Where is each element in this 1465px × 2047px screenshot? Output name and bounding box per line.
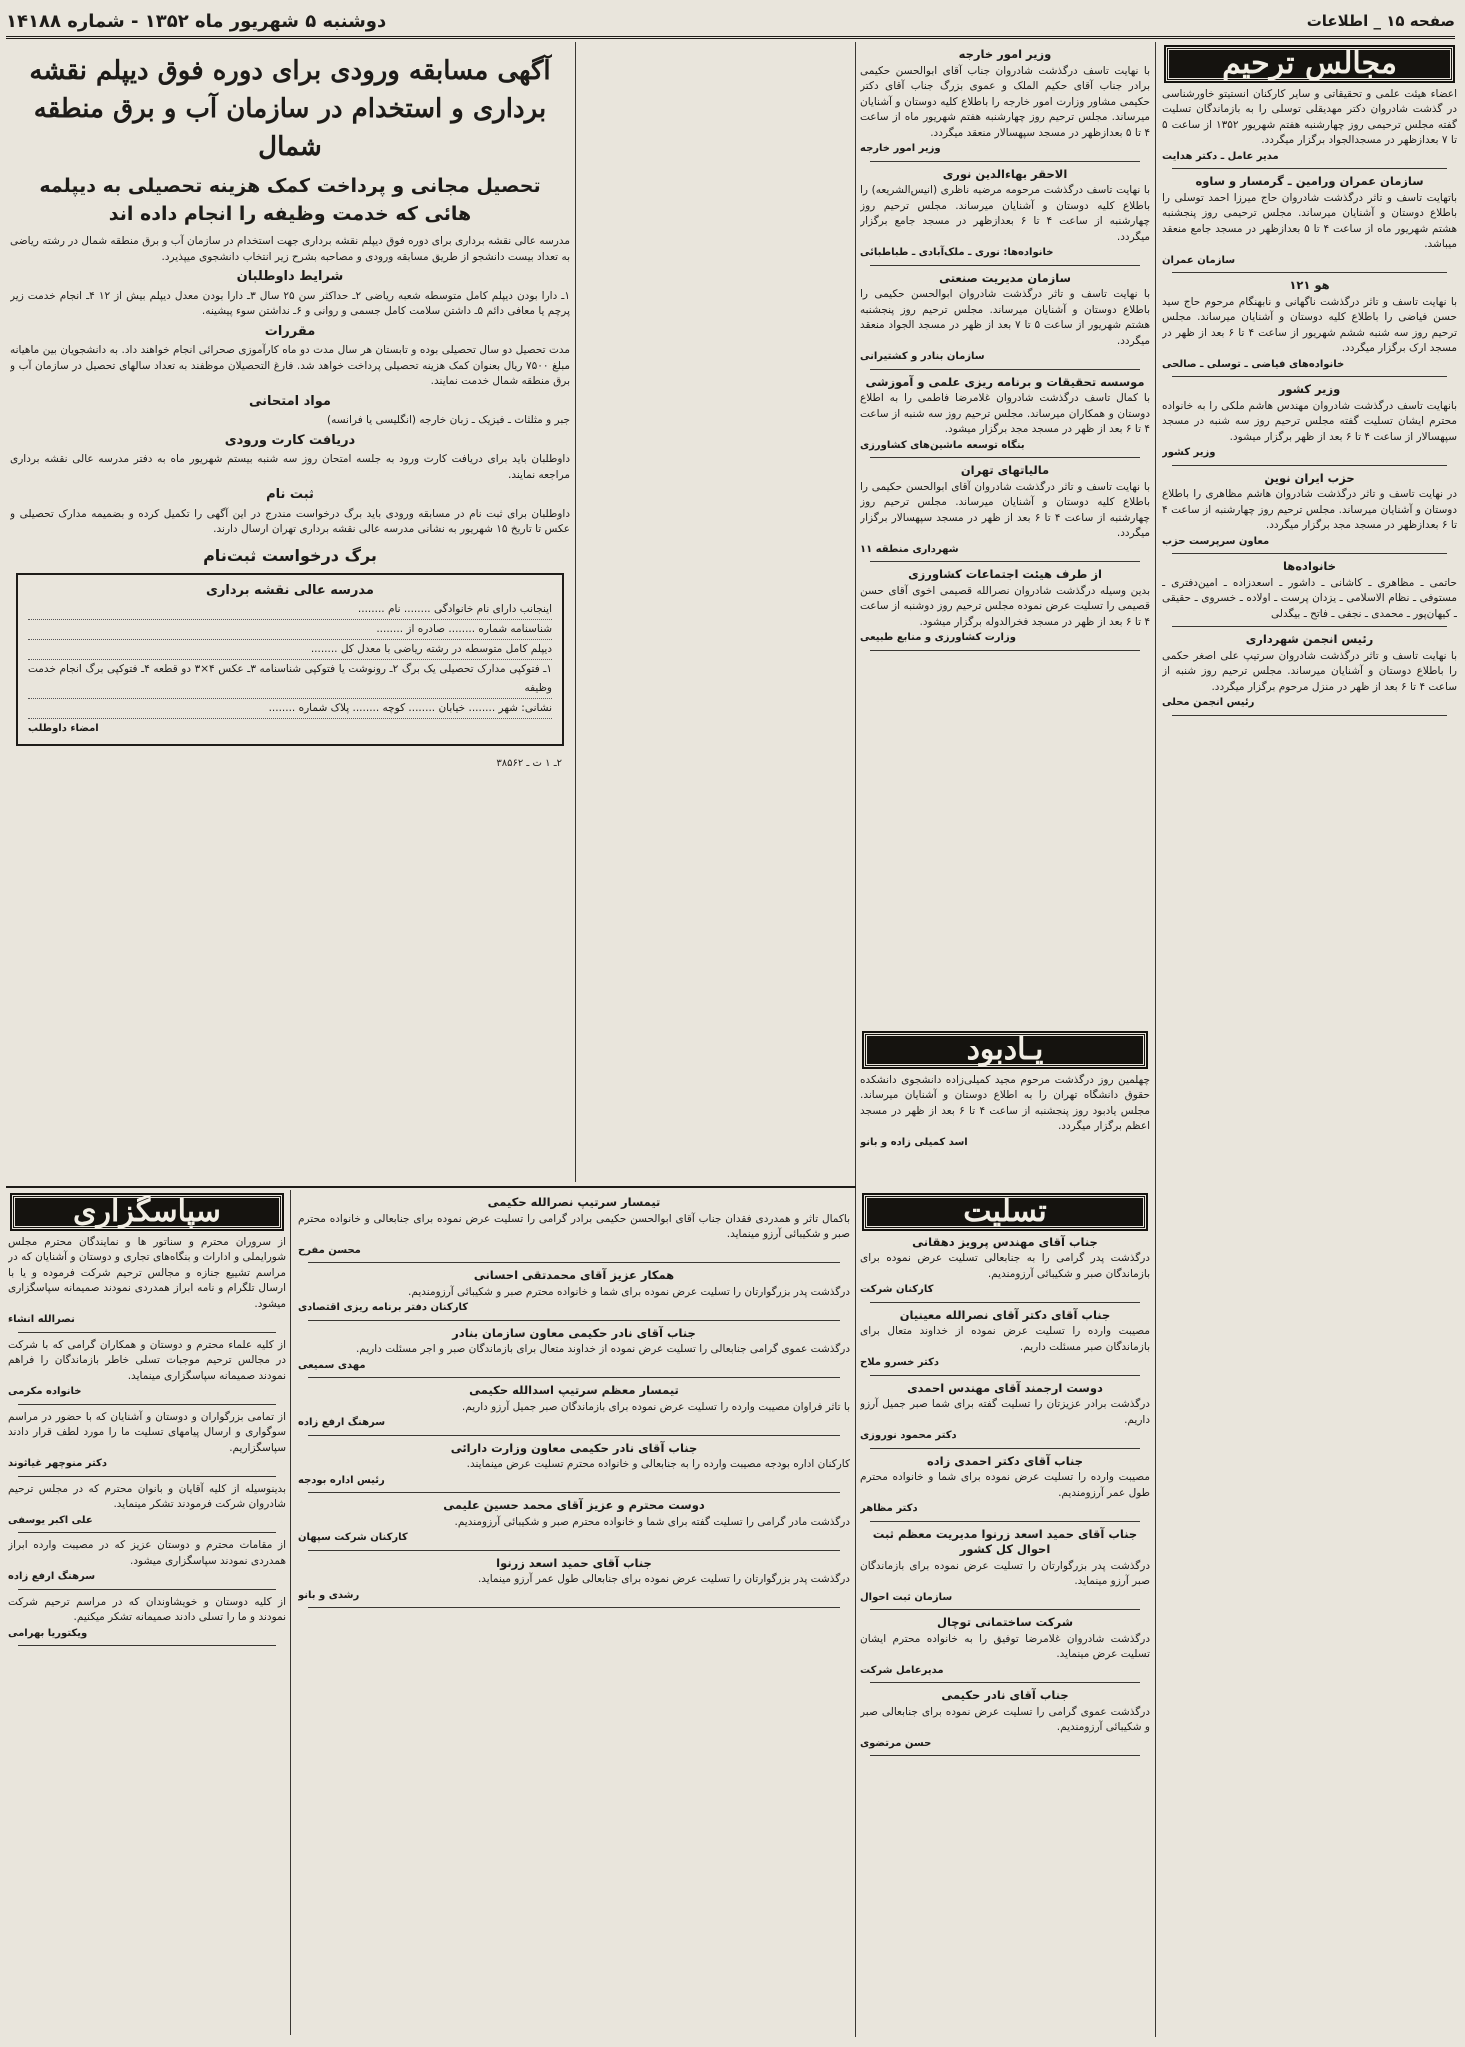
condolence-notice-text: باتهایت تاسف و تاثر درگذشت شادروان حاج میرزا احمد توسلی را باطلاع دوستان و آشنایان میرساند. مجلس ترحیمی روز پنجشنبه هشتم شهریور ماه از ساعت ۴ تا ۵ بعدازظهر در مسجد جامع منعقد میباشد. — [1162, 191, 1457, 250]
column-rule — [290, 1190, 291, 2035]
notice-divider — [1172, 715, 1447, 716]
form-school: مدرسه عالی نقشه برداری — [206, 583, 374, 598]
sympathy-notice-title: جناب آقای حمید اسعد زرنوا مدیریت معظم ثبت احوال کل کشور — [872, 1526, 1138, 1556]
condolence-banner: مجالس ترحیم — [1166, 47, 1453, 81]
thanks-notice-text: از سروران محترم و سناتور ها و نمایندگان محترم مجلس شورایملی و ادارات و بنگاه‌های تجاری و دوستان و آشنایان که در مراسم تشییع جنازه و مجالس ترحیم شرکت فرموده و یا با ارسال تلگرام و نامه ابراز همدردی نمودند صمیمانه سپاسگزاری میشود. — [8, 1235, 286, 1310]
thanks-notice — [8, 1235, 286, 1333]
condolence-notice — [860, 167, 1150, 266]
condolence-notice — [1162, 174, 1457, 273]
condolence-column-right — [1162, 44, 1457, 2039]
section-rule — [6, 1186, 856, 1188]
condolence-notice-text: با نهایت تاسف و تاثر درگذشت شادروان سرتیپ علی اصغر حکمی را باطلاع دوستان و آشنایان میرساند. مجلس ترحیم روز شنبه از ساعت ۴ تا ۶ بعد از ظهر در منزل مرحوم برگزار میگردد. — [1162, 649, 1457, 693]
condolence-notice — [1162, 278, 1457, 377]
ad-card: داوطلبان باید برای دریافت کارت ورود به جلسه امتحان روز سه شنبه بیستم شهریور ماه به دفتر مدرسه عالی نقشه برداری مراجعه نمایند. — [10, 453, 570, 481]
sympathy-notice-signature: رئیس اداره بودجه — [298, 1474, 385, 1486]
thanks-notice-signature: ویکتوریا بهرامی — [8, 1627, 88, 1639]
condolence-notice-signature: وزیر کشور — [1162, 447, 1216, 458]
sympathy-notice-title: همکار عزیز آقای محمدتقی احسانی — [473, 1268, 675, 1282]
sympathy-notice — [860, 1454, 1150, 1522]
page-label: صفحه ۱۵ _ اطلاعات — [1306, 12, 1455, 30]
notice-divider — [18, 1645, 276, 1646]
sympathy-notice-text: درگذشت پدر گرامی را به جنابعالی تسلیت عرض نموده برای بازماندگان صبر و شکیبائی آرزومندیم. — [860, 1252, 1150, 1280]
condolence-notice — [860, 47, 1150, 162]
condolence-notice-signature: وزیر امور خارجه — [860, 143, 941, 154]
notice-divider — [870, 161, 1140, 162]
thanks-notice-signature: سرهنگ ارفع زاده — [8, 1571, 96, 1582]
ad-subtitle: تحصیل مجانی و پرداخت کمک هزینه تحصیلی به دیپلمه هائی که خدمت وظیفه را انجام داده اند — [39, 175, 541, 225]
condolence-notice — [860, 271, 1150, 370]
notice-divider — [1172, 272, 1447, 273]
notice-divider — [870, 457, 1140, 458]
notice-divider — [308, 1435, 840, 1436]
condolence-notice-signature: بنگاه توسعه ماشین‌های کشاورزی — [860, 439, 1025, 451]
condolence-notice — [1162, 382, 1457, 466]
condolence-notice-title: الاحقر بهاءالدین نوری — [942, 166, 1068, 181]
notice-divider — [1172, 465, 1447, 466]
condolence-notice-title: رئیس انجمن شهرداری — [1245, 632, 1374, 646]
condolence-notice-title: سازمان مدیریت صنعتی — [939, 270, 1071, 285]
ad-card-heading: دریافت کارت ورودی — [224, 432, 356, 448]
sympathy-notice-text: درگذشت پدر بزرگوارتان را تسلیت عرض نموده برای شما و خانواده محترم صبر و شکیبائی آرزومندیم. — [408, 1285, 850, 1298]
sympathy-notice-title: جناب آقای مهندس پرویز دهقانی — [912, 1234, 1098, 1249]
sympathy-notice-signature: رشدی و بانو — [298, 1589, 360, 1601]
form-line: دیپلم کامل متوسطه در رشته ریاضی با معدل کل ........ — [28, 640, 552, 660]
notice-divider — [870, 1682, 1140, 1683]
sympathy-notice-signature: مدیرعامل شرکت — [860, 1664, 944, 1676]
sympathy-list-middle — [860, 1235, 1150, 1757]
condolence-notice — [1162, 87, 1457, 170]
thanks-notice-text: از مقامات محترم و دوستان عزیز که در مصیبت وارده ابراز همدردی نمودند سپاسگزاری میشود. — [8, 1539, 286, 1567]
sympathy-notice-signature: دکتر خسرو ملاح — [860, 1357, 940, 1368]
notice-divider — [870, 1755, 1140, 1756]
ad-rules-heading: مقررات — [264, 323, 316, 339]
form-title: برگ درخواست ثبت‌نام — [203, 545, 377, 565]
sympathy-banner: تسلیت — [864, 1195, 1146, 1229]
sympathy-notice-text: باکمال تاثر و همدردی فقدان جناب آقای ابوالحسن حکیمی برادر گرامی را تسلیت عرض نموده برای جنابعالی و خانواده محترم صبر و شکیبائی آرزو مینماید. — [298, 1212, 850, 1240]
ad-code-text: ۲ـ ۱ ت ـ ۳۸۵۶۲ — [496, 758, 562, 769]
notice-divider — [870, 1521, 1140, 1522]
thanks-list — [8, 1235, 286, 1647]
sympathy-notice-signature: دکتر محمود نوروزی — [860, 1430, 957, 1441]
condolence-notice-text: با کمال تاسف درگذشت شادروان غلامرضا فاطمی را به اطلاع دوستان و همکاران میرساند. مجلس ترحیم روز سه شنبه از ساعت ۴ تا ۶ بعد از ظهر در مسجد مجد برگزار میشود. — [860, 392, 1150, 435]
condolence-notice-text: حاتمی ـ مظاهری ـ کاشانی ـ داشور ـ اسعدزاده ـ امین‌دفتری ـ مستوفی ـ نظام الاسلامی ـ یزدان پرست ـ اولاده ـ خسروی ـ حقیقی ـ کیهان‌پور ـ محمدی ـ نجفی ـ فاتح ـ بیگدلی — [1162, 576, 1457, 620]
condolence-notice-signature: معاون سرپرست حزب — [1162, 535, 1270, 547]
notice-divider — [870, 1375, 1140, 1376]
sympathy-column-inner — [298, 1192, 850, 1613]
sympathy-notice-text: درگذشت شادروان غلامرضا توفیق را به خانواده محترم ایشان تسلیت عرض مینماید. — [860, 1632, 1150, 1660]
sympathy-notice — [298, 1195, 850, 1263]
condolence-notice-signature: وزارت کشاورزی و منابع طبیعی — [860, 632, 1016, 643]
thanks-section — [298, 1192, 850, 2037]
condolence-notice-text: در نهایت تاسف و تاثر درگذشت شادروان هاشم مظاهری را باطلاع دوستان و آشنایان میرساند. مجلس ترحیم روز چهارشنبه از ساعت ۴ تا ۶ بعدازظهر در مسجد مجد برگزار میگردد. — [1162, 488, 1457, 531]
condolence-notice-text: با نهایت تاسف و تاثر درگذشت شادروان ابوالحسن حکیمی را باطلاع دوستان و آشنایان میرساند. مجلس ترحیم روز پنجشنبه هشتم شهریور از ساعت ۵ تا ۷ بعد از ظهر در مسجد الجواد منعقد میگردد. — [860, 288, 1150, 347]
thanks-notice-signature: دکتر منوچهر غیاثوند — [8, 1458, 108, 1469]
thanks-notice-signature: علی اکبر یوسفی — [8, 1514, 93, 1526]
sympathy-notice-signature: کارکنان شرکت سپهان — [298, 1532, 408, 1543]
condolence-notice-signature: خانواده‌ها: نوری ـ ملک‌آبادی ـ طباطبائی — [860, 247, 1054, 258]
notice-divider — [870, 1609, 1140, 1610]
sympathy-notice-text: مصیبت وارده را تسلیت عرض نموده از خداوند متعال برای بازماندگان صبر مسئلت داریم. — [860, 1325, 1150, 1353]
thanks-notice-signature: خانواده مکرمی — [8, 1386, 82, 1397]
sympathy-notice-text: درگذشت عموی گرامی را تسلیت عرض نموده برای جنابعالی صبر و شکیبائی آرزومندیم. — [860, 1705, 1150, 1733]
condolence-list-middle — [860, 47, 1150, 651]
notice-divider — [18, 1332, 276, 1333]
notice-divider — [18, 1476, 276, 1477]
ad-intro: مدرسه عالی نقشه برداری برای دوره فوق دیپلم نقشه برداری جهت استخدام در سازمان آب و برق منطقه شمال در رشته ریاضی به تعداد بیست دانشجو از طریق مسابقه ورودی و مصاحبه بشرح زیر انتخاب دانشجوی میپذیرد. — [10, 235, 570, 263]
condolence-notice-text: با نهایت تاسف و تاثر درگذشت شادروان آقای ابوالحسن حکیمی را باطلاع کلیه دوستان و آشنایان میرساند. مجلس ترحیم روز چهارشنبه از ساعت ۴ تا ۶ بعد از ظهر در مسجد سپهسالار برگزار میگردد. — [860, 480, 1150, 539]
notice-divider — [18, 1589, 276, 1590]
memorial-text: چهلمین روز درگذشت مرحوم مجید کمیلی‌زاده دانشجوی دانشکده حقوق دانشگاه تهران را به اطلاع دوستان و آشنایان میرساند. مجلس یادبود روز پنجشنبه از ساعت ۴ تا ۶ بعد از ظهر در مسجد اعظم برگزار میگردد. — [860, 1073, 1150, 1132]
ad-code — [10, 756, 570, 772]
notice-divider — [870, 265, 1140, 266]
thanks-notice-text: از کلیه علماء محترم و دوستان و همکاران گرامی که با شرکت در مجالس ترحیم موجبات تسلی خاطر بازماندگان را فراهم نمودند صمیمانه سپاسگزاری مینماید. — [8, 1338, 286, 1382]
thanks-notice-text: از تمامی بزرگواران و دوستان و آشنایان که با حضور در مراسم سوگواری و ارسال پیامهای تسلیت ما را مورد لطف قرار دادند سپاسگزاریم. — [8, 1410, 286, 1454]
condolence-notice-text: بدین وسیله درگذشت شادروان نصرالله قصیمی اخوی آقای حسن قصیمی را تسلیت عرض نموده مجلس ترحیم روز دوشنبه از ساعت ۴ تا ۶ بعد از ظهر در مسجد فخرالدوله برگزار میشود. — [860, 584, 1150, 628]
condolence-notice-text: بانهایت تاسف درگذشت شادروان مهندس هاشم ملکی را به خانواده محترم ایشان تسلیت گفته مجلس ترحیم روز سه شنبه در مسجد سپهسالار از ساعت ۴ تا ۶ بعد از ظهر برگزار میشود. — [1162, 399, 1457, 443]
condolence-notice-title: وزیر کشور — [1278, 382, 1341, 396]
thanks-notice — [8, 1338, 286, 1405]
notice-divider — [308, 1262, 840, 1263]
ad-exam: جبر و مثلثات ـ فیزیک ـ زبان خارجه (انگلیسی یا فرانسه) — [326, 414, 570, 426]
condolence-notice-signature: سازمان بنادر و کشتیرانی — [860, 351, 985, 362]
condolence-notice-text: با نهایت تاسف و تاثر درگذشت ناگهانی و نابهنگام مرحوم حاج سید حسن فیاضی را باطلاع کلیه دوستان و آشنایان میرساند. مجلس ترحیم روز سه شنبه ششم شهریور از ساعت ۴ تا ۶ بعد از ظهر در مسجد ارک برگزار میگردد. — [1162, 295, 1457, 354]
sympathy-notice-text: درگذشت برادر عزیزتان را تسلیت گفته برای شما صبر جمیل آرزو داریم. — [860, 1398, 1150, 1426]
sympathy-notice-signature: سرهنگ ارفع زاده — [298, 1417, 386, 1428]
form-line: شناسنامه شماره ........ صادره از ........ — [28, 620, 552, 640]
sympathy-notice-title: جناب آقای دکتر احمدی زاده — [926, 1453, 1083, 1468]
thanks-notice — [8, 1595, 286, 1647]
thanks-column — [8, 1192, 286, 2037]
sympathy-notice-title: تیمسار معظم سرتیپ اسدالله حکیمی — [469, 1383, 679, 1397]
ad-body — [10, 234, 570, 538]
sympathy-notice-title: شرکت ساختمانی توچال — [936, 1615, 1074, 1629]
condolence-notice-title: سازمان عمران ورامین ـ گرمسار و ساوه — [1195, 174, 1424, 188]
condolence-notice-text: با نهایت تاسف درگذشت شادروان جناب آقای ابوالحسن حکیمی برادر جناب آقای حکیم الملک و عموی بزرگ جناب آقای دکتر حکیمی مشاور وزارت امور خارجه را باطلاع کلیه دوستان و آشنایان میرساند. مجلس ترحیم روز چهارشنبه هفتم شهریور ماه از ساعت ۴ تا ۵ بعدازظهر در مسجد سپهسالار منعقد میگردد. — [860, 64, 1150, 139]
condolence-notice — [860, 375, 1150, 459]
condolence-notice-signature: رئیس انجمن محلی — [1162, 697, 1255, 708]
condolence-notice-signature: خانواده‌های فیاضی ـ توسلی ـ صالحی — [1162, 358, 1345, 370]
sympathy-notice-title: جناب آقای نادر حکیمی معاون وزارت دارائی — [450, 1440, 698, 1455]
ad-rules: مدت تحصیل دو سال تحصیلی بوده و تابستان هر سال مدت دو ماه کارآموزی صحرائی انجام خواهند داد. به دانشجویان بین ماهیانه مبلغ ۷۵۰۰ ریال بعنوان کمک هزینه تحصیلی پرداخت خواهد شد. فارغ التحصیلان موظفند به تعداد سالهای تحصیل در سازمان آب و برق منطقه شمال خدمت نمایند. — [10, 344, 570, 387]
notice-divider — [1172, 626, 1447, 627]
form-attachments: ۱ـ فتوکپی مدارک تحصیلی یک برگ ۲ـ رونوشت یا فتوکپی شناسنامه ۳ـ عکس ۴×۳ دو قطعه ۴ـ فتوکپی برگ انجام خدمت وظیفه — [28, 660, 552, 699]
sympathy-notice — [860, 1527, 1150, 1611]
condolence-notice-title: خانواده‌ها — [1282, 559, 1337, 573]
condolence-notice-text: اعضاء هیئت علمی و تحقیقاتی و سایر کارکنان انستیتو خاورشناسی در گذشت شادروان دکتر مهدیقلی توسلی را به بازماندگان تسلیت گفته مجلس ترحیمی روز چهارشنبه هفتم شهریور ۱۳۵۲ از ساعت ۵ تا ۷ بعدازظهر در مسجدالجواد برگزار میگردد. — [1162, 87, 1457, 146]
notice-divider — [1172, 376, 1447, 377]
notice-divider — [870, 561, 1140, 562]
sympathy-list-right — [298, 1195, 850, 1608]
sympathy-notice — [298, 1268, 850, 1321]
sympathy-notice — [860, 1688, 1150, 1756]
notice-divider — [1172, 168, 1447, 169]
sympathy-notice-title: دوست محترم و عزیز آقای محمد حسین علیمی — [443, 1498, 705, 1512]
sympathy-notice-text: کارکنان اداره بودجه مصیبت وارده را به جنابعالی و خانواده محترم تسلیت عرض مینمایند. — [466, 1458, 850, 1470]
condolence-notice — [1162, 471, 1457, 555]
ad-title: آگهی مسابقه ورودی برای دوره فوق دیپلم نقشه برداری و استخدام در سازمان آب و برق منطقه شمال — [29, 56, 551, 162]
condolence-list-right — [1162, 87, 1457, 716]
condolence-column-middle — [860, 44, 1150, 1059]
thanks-banner: سپاسگزاری — [12, 1195, 282, 1229]
memorial-banner: یـادبود — [864, 1033, 1146, 1067]
ad-conditions: ۱ـ دارا بودن دیپلم کامل متوسطه شعبه ریاضی ۲ـ حداکثر سن ۲۵ سال ۳ـ دارا بودن معدل دیپلم بیش از ۱۲ ۴ـ انجام خدمت زیر پرچم یا معافی دائم ۵ـ داشتن سلامت کامل جسمی و روانی و ۶ـ نداشتن سوء پیشینه. — [10, 289, 570, 317]
ad-exam-heading: مواد امتحانی — [249, 393, 331, 409]
notice-divider — [18, 1404, 276, 1405]
condolence-notice-title: وزیر امور خارجه — [958, 47, 1052, 61]
sympathy-notice-signature: مهدی سمیعی — [298, 1359, 366, 1371]
notice-divider — [308, 1550, 840, 1551]
ad-conditions-heading: شرایط داوطلبان — [236, 269, 344, 284]
sympathy-notice-signature: سازمان ثبت احوال — [860, 1591, 953, 1603]
condolence-notice — [1162, 632, 1457, 716]
condolence-notice-signature: شهرداری منطقه ۱۱ — [860, 543, 959, 555]
column-rule — [1155, 42, 1156, 2037]
thanks-notice-signature: نصرالله انشاء — [8, 1314, 75, 1325]
issue-date: دوشنبه ۵ شهریور ماه ۱۳۵۲ - شماره ۱۴۱۸۸ — [6, 10, 387, 32]
form-signature: امضاء داوطلب — [28, 723, 99, 734]
thanks-notice — [8, 1410, 286, 1477]
sympathy-notice — [860, 1235, 1150, 1303]
sympathy-notice — [298, 1556, 850, 1609]
condolence-notice-signature: مدیر عامل ـ دکتر هدایت — [1162, 150, 1279, 162]
column-rule — [575, 42, 576, 1182]
ad-registration-heading: ثبت نام — [266, 487, 314, 502]
sympathy-notice-title: جناب آقای نادر حکیمی — [941, 1688, 1069, 1702]
thanks-notice — [8, 1538, 286, 1590]
sympathy-notice — [860, 1615, 1150, 1683]
condolence-notice-title: از طرف هیئت اجتماعات کشاورزی — [908, 567, 1102, 581]
condolence-notice-title: حزب ایران نوین — [1264, 470, 1355, 485]
condolence-notice — [860, 567, 1150, 651]
sympathy-notice-title: دوست ارجمند آقای مهندس احمدی — [907, 1380, 1103, 1395]
condolence-notice — [1162, 559, 1457, 627]
sympathy-notice — [298, 1383, 850, 1436]
sympathy-notice — [298, 1441, 850, 1494]
condolence-notice — [860, 463, 1150, 562]
sympathy-notice-title: جناب آقای حمید اسعد زرنوا — [496, 1555, 652, 1570]
notice-divider — [870, 650, 1140, 651]
sympathy-notice-text: درگذشت عموی گرامی جنابعالی را تسلیت عرض نموده از خداوند متعال برای بازماندگان صبر و اجر مسئلت داریم. — [355, 1343, 850, 1355]
sympathy-notice — [298, 1498, 850, 1551]
sympathy-notice — [860, 1381, 1150, 1449]
notice-divider — [870, 1302, 1140, 1303]
sympathy-notice — [860, 1308, 1150, 1376]
sympathy-notice-signature: حسن مرتضوی — [860, 1737, 932, 1749]
ad-registration: داوطلبان برای ثبت نام در مسابقه ورودی باید برگ درخواست مندرج در این آگهی را تکمیل کرده و بضمیمه مدارک تحصیلی و عکس تا تاریخ ۱۵ شهریور به نشانی مدرسه عالی نقشه برداری تهران ارسال دارند. — [10, 507, 570, 535]
thanks-notice-text: بدینوسیله از کلیه آقایان و بانوان محترم که در مجلس ترحیم شادروان شرکت فرمودند تشکر مینماید. — [8, 1482, 286, 1510]
admission-ad — [10, 44, 570, 1184]
notice-divider — [870, 1448, 1140, 1449]
application-form — [16, 573, 564, 746]
form-line: اینجانب دارای نام خانوادگی ........ نام ........ — [28, 600, 552, 620]
masthead — [6, 6, 1455, 39]
form-address: نشانی: شهر ........ خیابان ........ کوچه ........ پلاک شماره ........ — [28, 699, 552, 719]
notice-divider — [308, 1607, 840, 1608]
condolence-notice-title: هو ۱۲۱ — [1289, 278, 1330, 292]
column-rule — [855, 42, 856, 2037]
sympathy-notice-text: مصیبت وارده را تسلیت عرض نموده برای شما و خانواده محترم طول عمر آرزومندیم. — [860, 1471, 1150, 1499]
notice-divider — [308, 1492, 840, 1493]
sympathy-column-middle — [860, 1192, 1150, 2037]
notice-divider — [18, 1532, 276, 1533]
sympathy-notice-title: جناب آقای دکتر آقای نصرالله معینیان — [899, 1307, 1111, 1322]
sympathy-notice — [298, 1326, 850, 1379]
memorial-section — [860, 1030, 1150, 1180]
sympathy-notice-signature: کارکنان دفتر برنامه ریزی اقتصادی — [298, 1302, 469, 1313]
thanks-notice — [8, 1482, 286, 1534]
notice-divider — [308, 1377, 840, 1378]
notice-divider — [870, 369, 1140, 370]
condolence-notice-title: مالیاتهای تهران — [960, 463, 1050, 477]
condolence-notice-title: موسسه تحقیقات و برنامه ریزی علمی و آموزشی — [865, 374, 1145, 389]
thanks-notice-text: از کلیه دوستان و خویشاوندان که در مراسم ترحیم شرکت نمودند و ما را تسلی دادند صمیمانه تشکر میکنیم. — [8, 1595, 286, 1623]
sympathy-notice-title: جناب آقای نادر حکیمی معاون سازمان بنادر — [452, 1325, 696, 1340]
sympathy-notice-text: درگذشت مادر گرامی را تسلیت گفته برای شما و خانواده محترم صبر و شکیبائی آرزومندیم. — [454, 1515, 850, 1528]
sympathy-notice-signature: کارکنان شرکت — [860, 1284, 934, 1295]
notice-divider — [1172, 553, 1447, 554]
notice-divider — [308, 1320, 840, 1321]
memorial-signature: اسد کمیلی زاده و بانو — [860, 1136, 968, 1148]
sympathy-notice-text: درگذشت پدر بزرگوارتان را تسلیت عرض نموده برای جنابعالی طول عمر آرزو مینماید. — [477, 1573, 850, 1585]
sympathy-notice-text: درگذشت پدر بزرگوارتان را تسلیت عرض نموده برای بازماندگان صبر آرزو مینماید. — [860, 1559, 1150, 1587]
sympathy-notice-signature: دکتر مظاهر — [860, 1503, 918, 1514]
sympathy-notice-signature: محسن مفرح — [298, 1244, 361, 1256]
sympathy-notice-text: با تاثر فراوان مصیبت وارده را تسلیت عرض نموده برای بازماندگان صبر جمیل آرزو داریم. — [461, 1400, 850, 1413]
sympathy-notice-title: تیمسار سرتیپ نصرالله حکیمی — [487, 1195, 661, 1209]
condolence-notice-signature: سازمان عمران — [1162, 254, 1236, 266]
condolence-notice-text: با نهایت تاسف درگذشت مرحومه مرضیه ناظری (انیس‌الشریعه) را باطلاع کلیه دوستان و آشنایان میرساند. مجلس ترحیم روز چهارشنبه از ساعت ۴ تا ۶ بعدازظهر در مسجد جامع برگزار میگردد. — [860, 184, 1150, 243]
